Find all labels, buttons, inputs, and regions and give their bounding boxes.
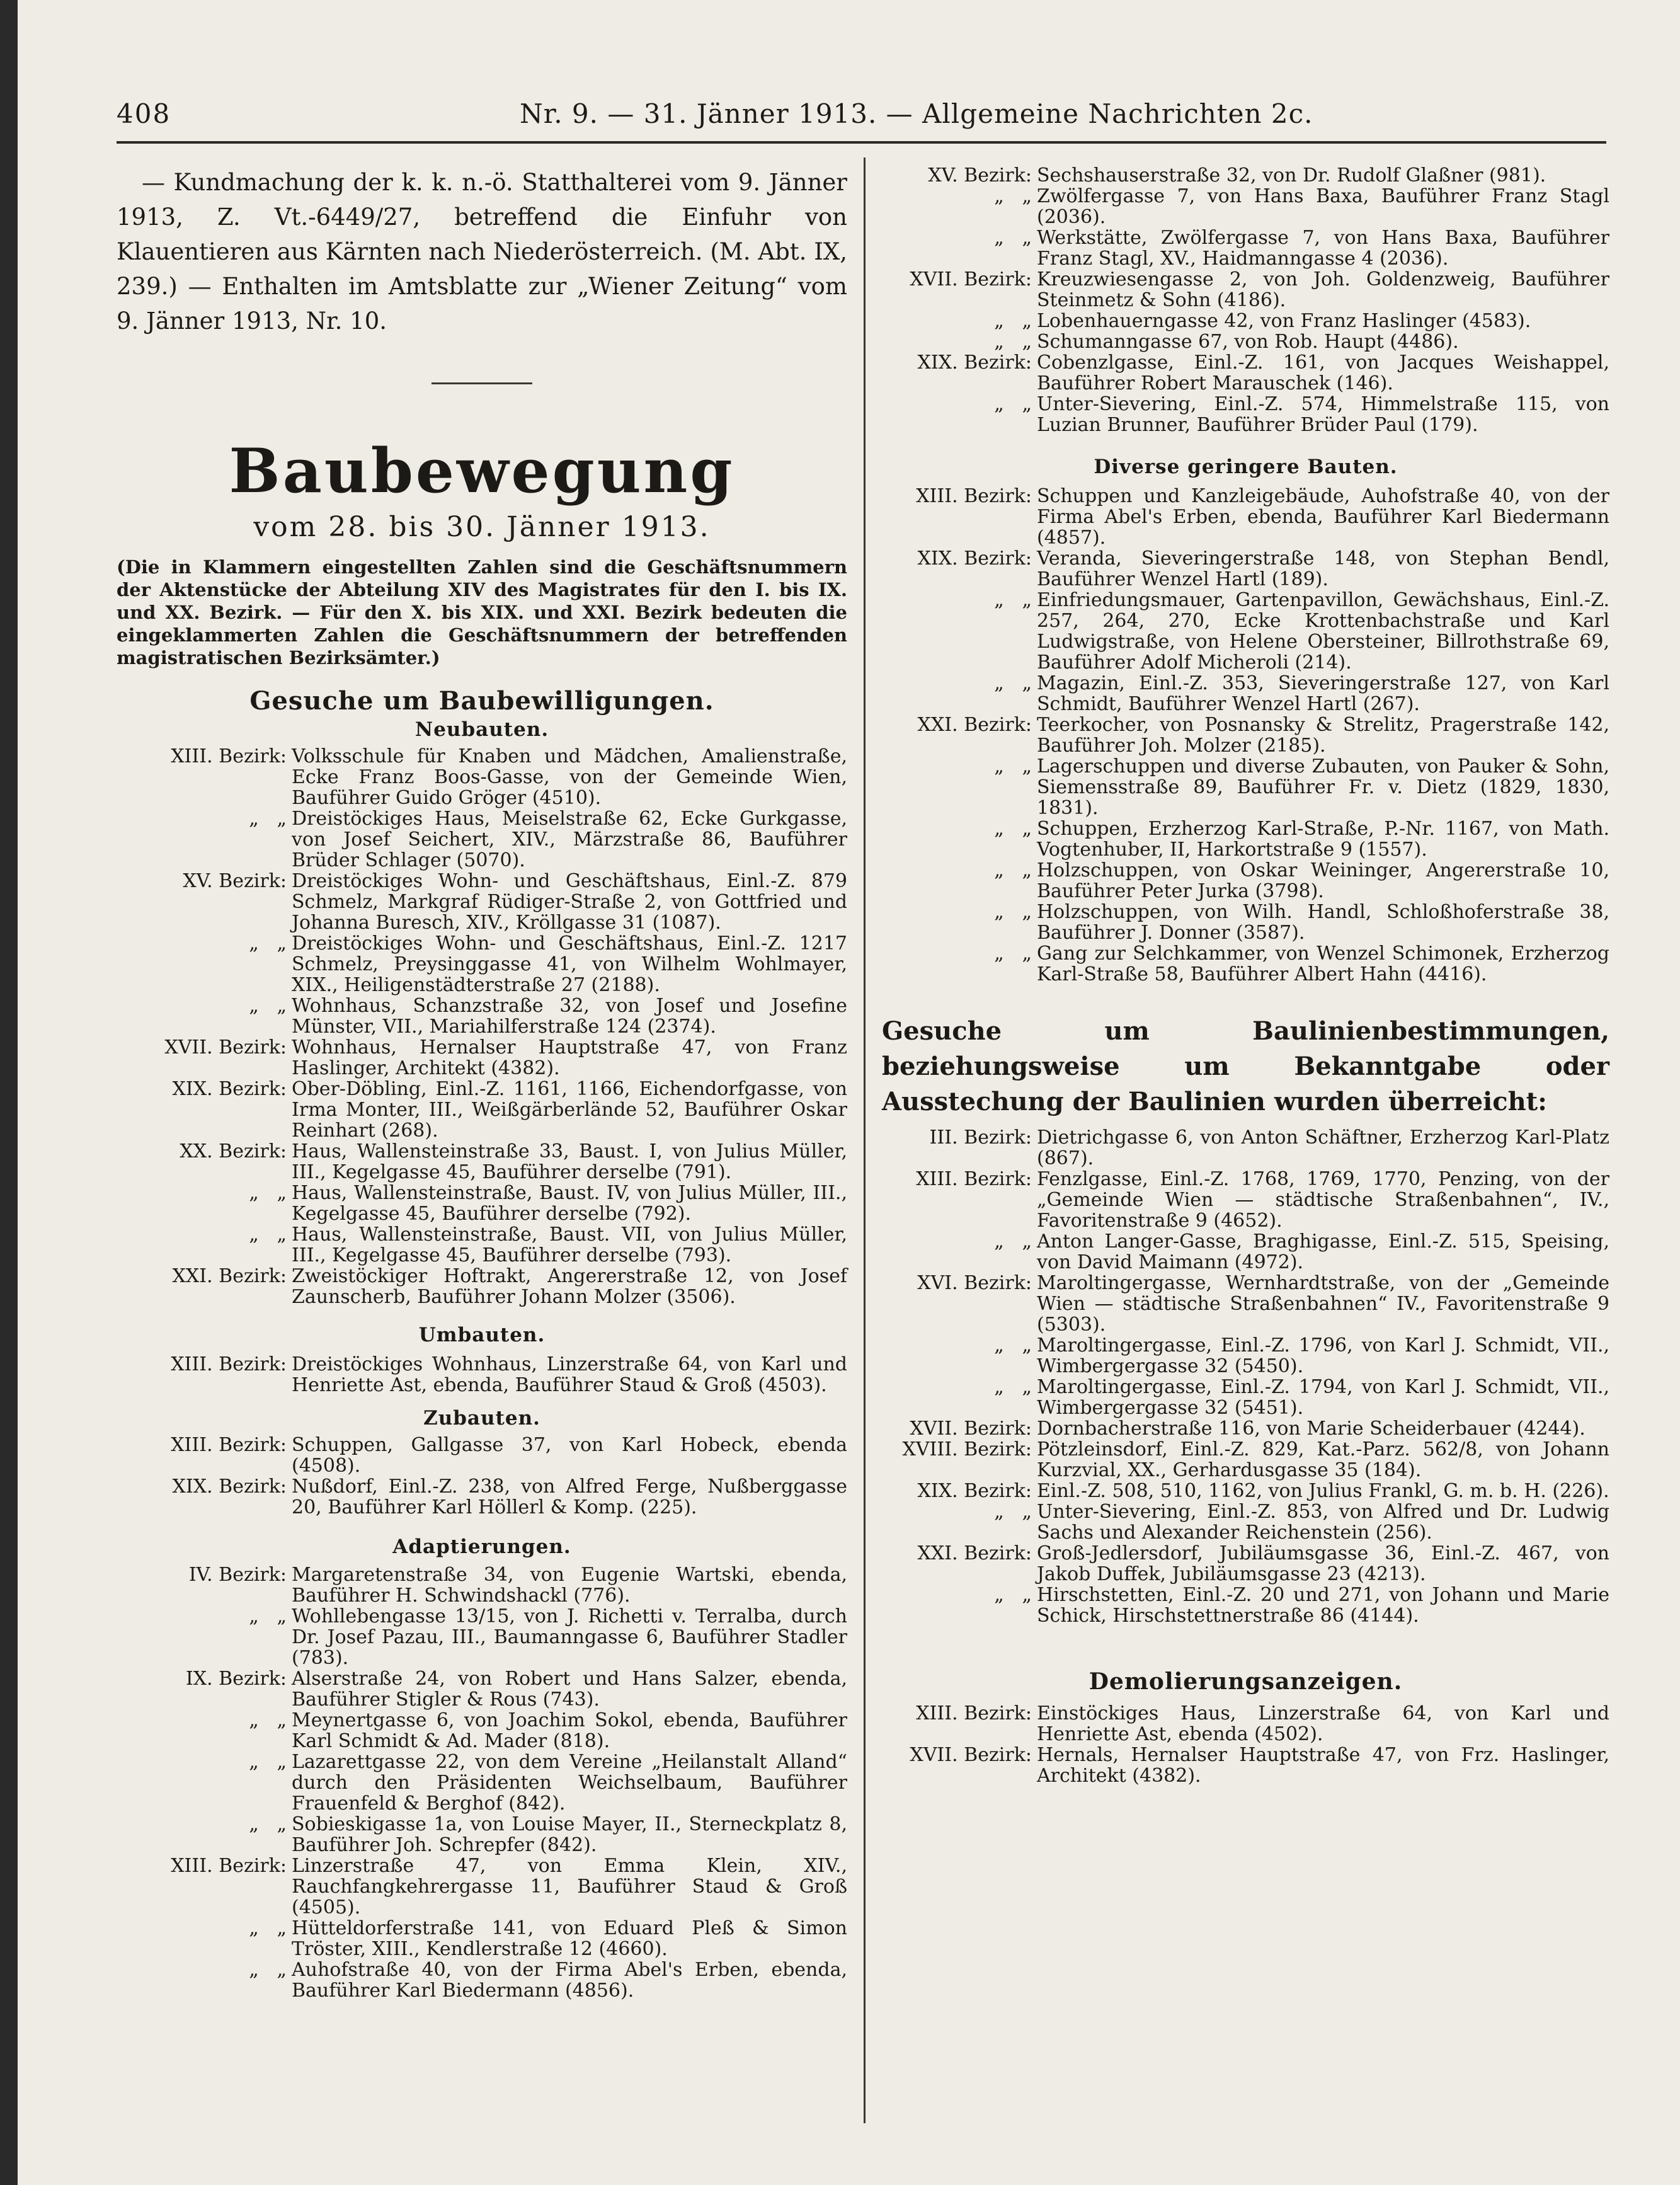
subheading-demolierung: Demolierungsanzeigen. bbox=[1089, 1668, 1403, 1695]
entry-label: „ „ bbox=[994, 901, 1032, 923]
list-item bbox=[117, 933, 847, 995]
entry-label: XIX. Bezirk: bbox=[917, 1480, 1032, 1502]
entry-label: XIII. Bezirk: bbox=[171, 745, 287, 767]
list-item bbox=[117, 1918, 847, 1959]
list-item bbox=[117, 746, 847, 808]
list-item bbox=[882, 1585, 1609, 1626]
entry-label: „ „ bbox=[994, 185, 1032, 207]
entry-text: Maroltingergasse, Wernhardtstraße, von der „Gemeinde Wien — städtische Straßenbahnen“ IV., Favoritenstraße 9 (5303). bbox=[1037, 1272, 1609, 1336]
entry-label: XIX. Bezirk: bbox=[917, 352, 1032, 374]
intro-note: (Die in Klammern eingestellten Zahlen sind die Geschäftsnummern der Aktenstücke der Abteilung XIV des Magistrates für den I. bis IX. und XX. Bezirk. — Für den X. bis XIX. und XXI. Bezirk bedeuten die eingeklammerten Zahlen die Geschäftsnummern der betreffenden magistratischen Bezirksämter.) bbox=[117, 556, 847, 668]
entry-label: „ „ bbox=[249, 1224, 287, 1246]
entry-text: Kreuzwiesengasse 2, von Joh. Goldenzweig, Bauführer Steinmetz & Sohn (4186). bbox=[1037, 268, 1609, 311]
list-diverse bbox=[882, 486, 1609, 985]
page-number: 408 bbox=[117, 98, 171, 129]
list-item bbox=[882, 1543, 1609, 1585]
entry-label: XIII. Bezirk: bbox=[171, 1855, 287, 1877]
entry-text: Auhofstraße 40, von der Firma Abel's Erben, ebenda, Bauführer Karl Biedermann (4856). bbox=[292, 1959, 847, 2002]
list-item bbox=[117, 1354, 847, 1396]
list-item bbox=[882, 1745, 1609, 1786]
entry-text: Dietrichgasse 6, von Anton Schäftner, Erzherzog Karl-Platz (867). bbox=[1037, 1127, 1609, 1169]
running-head: Nr. 9. — 31. Jänner 1913. — Allgemeine Nachrichten 2c. bbox=[520, 98, 1313, 129]
entry-text: Wohnhaus, Hernalser Hauptstraße 47, von Franz Haslinger, Architekt (4382). bbox=[292, 1036, 847, 1079]
entry-label: XIII. Bezirk: bbox=[171, 1353, 287, 1375]
list-item bbox=[117, 871, 847, 933]
list-item bbox=[117, 1564, 847, 1606]
entry-label: XXI. Bezirk: bbox=[917, 714, 1032, 736]
entry-text: Holzschuppen, von Wilh. Handl, Schloßhoferstraße 38, Bauführer J. Donner (3587). bbox=[1037, 901, 1609, 944]
entry-label: „ „ bbox=[249, 1605, 287, 1627]
entry-text: Volksschule für Knaben und Mädchen, Amalienstraße, Ecke Franz Boos-Gasse, von der Gemeinde Wien, Bauführer Guido Gröger (4510). bbox=[292, 745, 847, 809]
list-item bbox=[882, 1703, 1609, 1745]
list-item bbox=[117, 1814, 847, 1855]
list-item bbox=[882, 165, 1609, 186]
entry-text: Lobenhauerngasse 42, von Franz Haslinger (4583). bbox=[1037, 310, 1531, 332]
entry-text: Schumanngasse 67, von Rob. Haupt (4486). bbox=[1037, 331, 1459, 353]
main-subtitle: vom 28. bis 30. Jänner 1913. bbox=[253, 511, 711, 543]
entry-label: XX. Bezirk: bbox=[180, 1140, 287, 1162]
entry-text: Magazin, Einl.-Z. 353, Sieveringerstraße 127, von Karl Schmidt, Bauführer Wenzel Hartl (267). bbox=[1037, 672, 1609, 715]
entry-label: XXI. Bezirk: bbox=[172, 1265, 287, 1287]
entry-text: Werkstätte, Zwölfergasse 7, von Hans Baxa, Bauführer Franz Stagl, XV., Haidmanngasse 4 (2036). bbox=[1037, 227, 1609, 270]
entry-text: Dreistöckiges Wohnhaus, Linzerstraße 64, von Karl und Henriette Ast, ebenda, Bauführer Staud & Groß (4503). bbox=[292, 1353, 847, 1396]
entry-text: Lazarettgasse 22, von dem Vereine „Heilanstalt Alland“ durch den Präsidenten Weichselbaum, Bauführer Frauenfeld & Berghof (842). bbox=[292, 1751, 847, 1815]
list-item bbox=[882, 269, 1609, 311]
entry-label: XVI. Bezirk: bbox=[917, 1272, 1032, 1294]
list-item bbox=[882, 1231, 1609, 1273]
entry-label: „ „ bbox=[994, 227, 1032, 249]
entry-label: „ „ bbox=[249, 1813, 287, 1835]
entry-label: „ „ bbox=[994, 818, 1032, 840]
entry-text: Cobenzlgasse, Einl.-Z. 161, von Jacques Weishappel, Bauführer Robert Marauschek (146). bbox=[1037, 352, 1609, 394]
entry-label: „ „ bbox=[994, 310, 1032, 332]
entry-text: Teerkocher, von Posnansky & Strelitz, Pragerstraße 142, Bauführer Joh. Molzer (2185). bbox=[1037, 714, 1609, 757]
subheading-diverse: Diverse geringere Bauten. bbox=[1094, 456, 1398, 478]
entry-text: Maroltingergasse, Einl.-Z. 1794, von Karl J. Schmidt, VII., Wimbergergasse 32 (5451). bbox=[1037, 1376, 1609, 1419]
entry-text: Schuppen, Gallgasse 37, von Karl Hobeck, ebenda (4508). bbox=[292, 1434, 847, 1477]
entry-text: Schuppen, Erzherzog Karl-Straße, P.-Nr. 1167, von Math. Vogtenhuber, II, Harkortstraße 9 (1557). bbox=[1037, 818, 1609, 861]
entry-text: Veranda, Sieveringerstraße 148, von Stephan Bendl, Bauführer Wenzel Hartl (189). bbox=[1037, 548, 1609, 590]
entry-label: XIII. Bezirk: bbox=[916, 485, 1032, 507]
entry-label: III. Bezirk: bbox=[929, 1127, 1032, 1149]
list-item bbox=[117, 1079, 847, 1141]
list-item bbox=[882, 1169, 1609, 1231]
entry-label: XIII. Bezirk: bbox=[916, 1168, 1032, 1190]
entry-text: Zweistöckiger Hoftrakt, Angererstraße 12, von Josef Zaunscherb, Bauführer Johann Molzer (3506). bbox=[292, 1265, 847, 1308]
entry-text: Zwölfergasse 7, von Hans Baxa, Bauführer Franz Stagl (2036). bbox=[1037, 185, 1609, 228]
entry-label: XIX. Bezirk: bbox=[917, 548, 1032, 570]
right-column bbox=[882, 165, 1609, 1786]
list-item bbox=[882, 590, 1609, 673]
entry-label: XIII. Bezirk: bbox=[916, 1702, 1032, 1724]
list-item bbox=[117, 1224, 847, 1266]
list-umbauten bbox=[117, 1354, 847, 1396]
entry-text: Haus, Wallensteinstraße, Baust. IV, von Julius Müller, III., Kegelgasse 45, Bauführer derselbe (792). bbox=[292, 1182, 847, 1225]
list-baulinien bbox=[882, 1127, 1609, 1626]
entry-text: Ober-Döbling, Einl.-Z. 1161, 1166, Eichendorfgasse, von Irma Monter, III., Weißgärberlände 52, Bauführer Oskar Reinhart (268). bbox=[292, 1078, 847, 1142]
entry-text: Dreistöckiges Haus, Meiselstraße 62, Ecke Gurkgasse, von Josef Seichert, XIV., Märzstraße 86, Bauführer Brüder Schlager (5070). bbox=[292, 808, 847, 871]
entry-text: Linzerstraße 47, von Emma Klein, XIV., Rauchfangkehrergasse 11, Bauführer Staud & Groß (4505). bbox=[292, 1855, 847, 1918]
list-item bbox=[117, 1606, 847, 1668]
entry-text: Anton Langer-Gasse, Braghigasse, Einl.-Z. 515, Speising, von David Maimann (4972). bbox=[1037, 1230, 1609, 1273]
entry-label: „ „ bbox=[249, 808, 287, 830]
entry-label: „ „ bbox=[994, 1584, 1032, 1606]
entry-text: Dornbacherstraße 116, von Marie Scheiderbauer (4244). bbox=[1037, 1418, 1586, 1440]
left-column bbox=[117, 165, 847, 2001]
list-item bbox=[882, 1127, 1609, 1169]
entry-text: Fenzlgasse, Einl.-Z. 1768, 1769, 1770, Penzing, von der „Gemeinde Wien — städtische Straßenbahnen“, IV., Favoritenstraße 9 (4652). bbox=[1037, 1168, 1609, 1232]
entry-label: „ „ bbox=[994, 755, 1032, 777]
list-adaptierungen bbox=[117, 1564, 847, 2001]
list-item bbox=[882, 943, 1609, 985]
list-item bbox=[117, 1668, 847, 1710]
list-item bbox=[117, 1183, 847, 1224]
entry-text: Holzschuppen, von Oskar Weininger, Angererstraße 10, Bauführer Peter Jurka (3798). bbox=[1037, 859, 1609, 902]
entry-label: „ „ bbox=[994, 393, 1032, 415]
entry-text: Einstöckiges Haus, Linzerstraße 64, von Karl und Henriette Ast, ebenda (4502). bbox=[1037, 1702, 1609, 1745]
list-item bbox=[882, 1377, 1609, 1418]
entry-label: „ „ bbox=[994, 589, 1032, 611]
list-item bbox=[117, 1266, 847, 1307]
subheading-adaptierungen: Adaptierungen. bbox=[392, 1535, 571, 1558]
entry-text: Wohnhaus, Schanzstraße 32, von Josef und Josefine Münster, VII., Mariahilferstraße 124 (2374). bbox=[292, 995, 847, 1038]
column-divider bbox=[864, 158, 866, 2123]
list-item bbox=[882, 673, 1609, 714]
list-item bbox=[882, 756, 1609, 818]
list-item bbox=[882, 1335, 1609, 1377]
entry-label: XVII. Bezirk: bbox=[164, 1036, 287, 1058]
entry-text: Gang zur Selchkammer, von Wenzel Schimonek, Erzherzog Karl-Straße 58, Bauführer Albert Hahn (4416). bbox=[1037, 943, 1609, 985]
entry-label: „ „ bbox=[994, 859, 1032, 881]
entry-label: XIX. Bezirk: bbox=[172, 1476, 287, 1498]
entry-text: Haus, Wallensteinstraße 33, Baust. I, von Julius Müller, III., Kegelgasse 45, Bauführer derselbe (791). bbox=[292, 1140, 847, 1183]
entry-text: Einl.-Z. 508, 510, 1162, von Julius Frankl, G. m. b. H. (226). bbox=[1037, 1480, 1609, 1502]
list-item bbox=[882, 714, 1609, 756]
list-neubauten bbox=[117, 746, 847, 1307]
list-demolierung bbox=[882, 1703, 1609, 1786]
entry-label: XV. Bezirk: bbox=[183, 870, 287, 892]
entry-label: XVII. Bezirk: bbox=[910, 1744, 1032, 1766]
list-item bbox=[882, 331, 1609, 352]
entry-label: XV. Bezirk: bbox=[928, 164, 1032, 186]
entry-text: Meynertgasse 6, von Joachim Sokol, ebenda, Bauführer Karl Schmidt & Ad. Mader (818). bbox=[292, 1709, 847, 1752]
list-item bbox=[882, 394, 1609, 435]
entry-label: „ „ bbox=[994, 672, 1032, 694]
list-item bbox=[882, 227, 1609, 269]
entry-text: Haus, Wallensteinstraße, Baust. VII, von Julius Müller, III., Kegelgasse 45, Bauführer derselbe (793). bbox=[292, 1224, 847, 1266]
header-rule bbox=[117, 141, 1606, 144]
list-item bbox=[882, 1501, 1609, 1543]
entry-label: „ „ bbox=[994, 1376, 1032, 1398]
entry-text: Margaretenstraße 34, von Eugenie Wartski, ebenda, Bauführer H. Schwindshackl (776). bbox=[292, 1564, 847, 1607]
list-item bbox=[882, 186, 1609, 227]
entry-text: Alserstraße 24, von Robert und Hans Salzer, ebenda, Bauführer Stigler & Rous (743). bbox=[292, 1668, 847, 1711]
list-item bbox=[117, 1476, 847, 1518]
list-item bbox=[117, 1141, 847, 1183]
list-item bbox=[117, 1959, 847, 2001]
entry-text: Hütteldorferstraße 141, von Eduard Pleß & Simon Tröster, XIII., Kendlerstraße 12 (4660). bbox=[292, 1917, 847, 1960]
list-adaptierungen-continued bbox=[882, 165, 1609, 435]
entry-text: Sechshauserstraße 32, von Dr. Rudolf Glaßner (981). bbox=[1037, 164, 1546, 186]
scan-border bbox=[0, 0, 18, 2185]
entry-text: Nußdorf, Einl.-Z. 238, von Alfred Ferge, Nußberggasse 20, Bauführer Karl Höllerl & Komp. (225). bbox=[292, 1476, 847, 1518]
list-item bbox=[117, 1855, 847, 1918]
list-item bbox=[882, 860, 1609, 902]
entry-text: Hirschstetten, Einl.-Z. 20 und 271, von Johann und Marie Schick, Hirschstettnerstraße 86 (4144). bbox=[1037, 1584, 1609, 1627]
entry-label: „ „ bbox=[249, 1182, 287, 1204]
list-item bbox=[882, 1439, 1609, 1481]
entry-label: „ „ bbox=[249, 932, 287, 955]
section-heading-baulinien: Gesuche um Baulinienbestimmungen, beziehungsweise um Bekanntgabe oder Ausstechung der Baulinien wurden überreicht: bbox=[882, 1016, 1609, 1116]
entry-label: „ „ bbox=[249, 995, 287, 1017]
entry-text: Dreistöckiges Wohn- und Geschäftshaus, Einl.-Z. 1217 Schmelz, Preysinggasse 41, von Wilhelm Wohlmayer, XIX., Heiligenstädterstraße 27 (2188). bbox=[292, 932, 847, 996]
subheading-neubauten: Neubauten. bbox=[414, 718, 549, 741]
entry-label: „ „ bbox=[249, 1709, 287, 1731]
entry-text: Maroltingergasse, Einl.-Z. 1796, von Karl J. Schmidt, VII., Wimbergergasse 32 (5450). bbox=[1037, 1334, 1609, 1377]
list-item bbox=[882, 1273, 1609, 1335]
entry-text: Dreistöckiges Wohn- und Geschäftshaus, Einl.-Z. 879 Schmelz, Markgraf Rüdiger-Straße 2, von Gottfried und Johanna Buresch, XIV., Kröllgasse 31 (1087). bbox=[292, 870, 847, 934]
entry-label: „ „ bbox=[994, 1334, 1032, 1356]
intro-paragraph: — Kundmachung der k. k. n.-ö. Statthalterei vom 9. Jänner 1913, Z. Vt.-6449/27, betreffend die Einfuhr von Klauentieren aus Kärnten nach Niederösterreich. (M. Abt. IX, 239.) — Enthalten im Amtsblatte zur „Wiener Zeitung“ vom 9. Jänner 1913, Nr. 10. bbox=[117, 169, 847, 335]
entry-label: „ „ bbox=[994, 943, 1032, 965]
subheading-zubauten: Zubauten. bbox=[423, 1407, 540, 1430]
list-item bbox=[882, 548, 1609, 590]
entry-label: „ „ bbox=[249, 1917, 287, 1939]
list-item bbox=[117, 808, 847, 871]
subheading-umbauten: Umbauten. bbox=[418, 1324, 546, 1346]
entry-label: „ „ bbox=[994, 1501, 1032, 1523]
entry-text: Einfriedungsmauer, Gartenpavillon, Gewächshaus, Einl.-Z. 257, 264, 270, Ecke Krottenbachstraße und Karl Ludwigstraße, von Helene Obersteiner, Billrothstraße 69, Bauführer Adolf Micheroli (214). bbox=[1037, 589, 1609, 674]
entry-label: XIX. Bezirk: bbox=[172, 1078, 287, 1100]
entry-label: XVII. Bezirk: bbox=[910, 1418, 1032, 1440]
entry-text: Pötzleinsdorf, Einl.-Z. 829, Kat.-Parz. 562/8, von Johann Kurzvial, XX., Gerhardusgasse 35 (184). bbox=[1037, 1438, 1609, 1481]
list-item bbox=[117, 1435, 847, 1476]
entry-text: Unter-Sievering, Einl.-Z. 574, Himmelstraße 115, von Luzian Brunner, Bauführer Brüder Paul (179). bbox=[1037, 393, 1609, 436]
entry-text: Wohllebengasse 13/15, von J. Richetti v. Terralba, durch Dr. Josef Pazau, III., Baumanngasse 6, Bauführer Stadler (783). bbox=[292, 1605, 847, 1669]
entry-text: Lagerschuppen und diverse Zubauten, von Pauker & Sohn, Siemensstraße 89, Bauführer Fr. v. Dietz (1829, 1830, 1831). bbox=[1037, 755, 1609, 819]
entry-label: „ „ bbox=[249, 1959, 287, 1981]
entry-text: Groß-Jedlersdorf, Jubiläumsgasse 36, Einl.-Z. 467, von Jakob Duffek, Jubiläumsgasse 23 (4213). bbox=[1037, 1542, 1609, 1585]
entry-text: Unter-Sievering, Einl.-Z. 853, von Alfred und Dr. Ludwig Sachs und Alexander Reichenstein (256). bbox=[1037, 1501, 1609, 1544]
entry-text: Schuppen und Kanzleigebäude, Auhofstraße 40, von der Firma Abel's Erben, ebenda, Bauführer Karl Biedermann (4857). bbox=[1037, 485, 1609, 549]
section-heading-baubewilligungen: Gesuche um Baubewilligungen. bbox=[249, 686, 714, 716]
entry-label: XIII. Bezirk: bbox=[171, 1434, 287, 1456]
entry-text: Hernals, Hernalser Hauptstraße 47, von Frz. Haslinger, Architekt (4382). bbox=[1037, 1744, 1609, 1787]
entry-text: Sobieskigasse 1a, von Louise Mayer, II., Sterneckplatz 8, Bauführer Joh. Schrepfer (842). bbox=[292, 1813, 847, 1856]
list-item bbox=[882, 311, 1609, 331]
entry-label: „ „ bbox=[994, 1230, 1032, 1253]
entry-label: „ „ bbox=[249, 1751, 287, 1773]
list-zubauten bbox=[117, 1435, 847, 1518]
entry-label: XVII. Bezirk: bbox=[910, 268, 1032, 290]
list-item bbox=[117, 1710, 847, 1752]
entry-label: „ „ bbox=[994, 331, 1032, 353]
list-item bbox=[117, 1752, 847, 1814]
list-item bbox=[117, 1037, 847, 1079]
list-item bbox=[882, 486, 1609, 548]
list-item bbox=[882, 818, 1609, 860]
entry-label: IV. Bezirk: bbox=[188, 1564, 287, 1586]
list-item bbox=[117, 995, 847, 1037]
list-item bbox=[882, 352, 1609, 394]
entry-label: IX. Bezirk: bbox=[185, 1668, 287, 1690]
entry-label: XXI. Bezirk: bbox=[917, 1542, 1032, 1564]
entry-label: XVIII. Bezirk: bbox=[902, 1438, 1032, 1460]
main-title: Baubewegung bbox=[229, 435, 735, 507]
list-item bbox=[882, 902, 1609, 943]
list-item bbox=[882, 1418, 1609, 1439]
page-header bbox=[117, 95, 1606, 139]
list-item bbox=[882, 1481, 1609, 1501]
